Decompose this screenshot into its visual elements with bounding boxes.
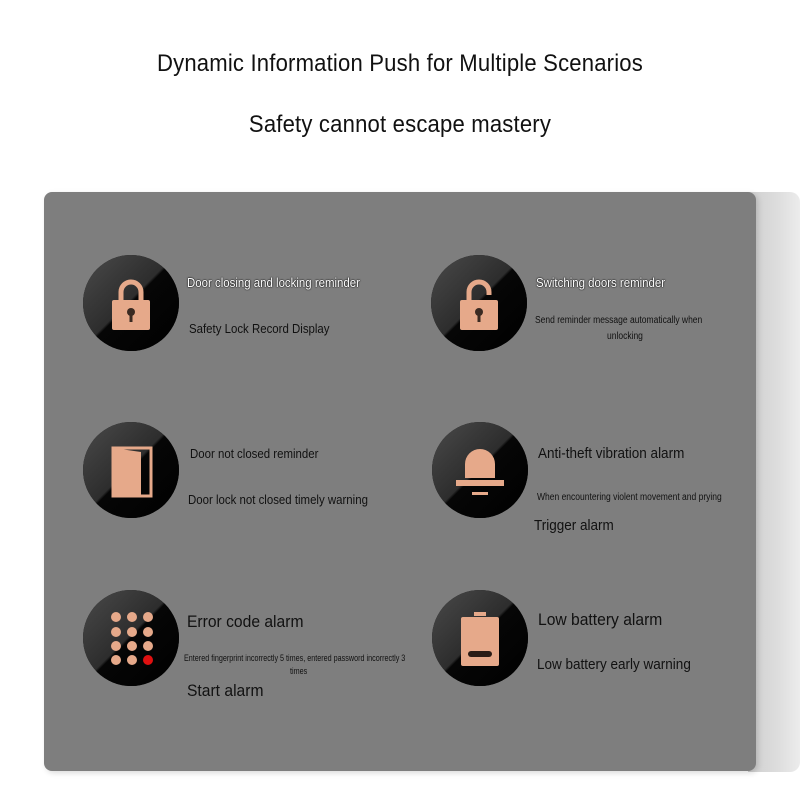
feature-description-extra: Start alarm [187, 681, 264, 700]
feature-title: Door not closed reminder [190, 446, 319, 461]
feature-description: When encountering violent movement and prying [537, 492, 722, 503]
battery-icon [432, 590, 528, 686]
page-subtitle: Safety cannot escape mastery [248, 111, 552, 138]
alarm-bell-icon [432, 422, 528, 518]
feature-description: Safety Lock Record Display [189, 321, 330, 336]
feature-description-line1: Send reminder message automatically when [535, 315, 703, 326]
feature-description: Door lock not closed timely warning [188, 492, 368, 507]
feature-description-line2: unlocking [607, 331, 643, 342]
feature-title: Error code alarm [187, 612, 304, 631]
open-door-icon [83, 422, 179, 518]
feature-description-line2: times [290, 666, 308, 676]
feature-title: Low battery alarm [538, 610, 663, 629]
features-panel [44, 192, 756, 771]
padlock-icon [431, 255, 527, 351]
feature-description: Low battery early warning [537, 656, 691, 673]
keypad-icon [83, 590, 179, 686]
feature-title: Anti-theft vibration alarm [538, 445, 685, 462]
feature-title: Switching doors reminder [536, 275, 666, 290]
page-title: Dynamic Information Push for Multiple Scenarios [156, 50, 644, 77]
feature-title: Door closing and locking reminder [187, 275, 360, 290]
feature-description-line1: Entered fingerprint incorrectly 5 times, entered password incorrectly 3 [184, 653, 406, 663]
feature-description-extra: Trigger alarm [534, 517, 614, 534]
padlock-icon [83, 255, 179, 351]
